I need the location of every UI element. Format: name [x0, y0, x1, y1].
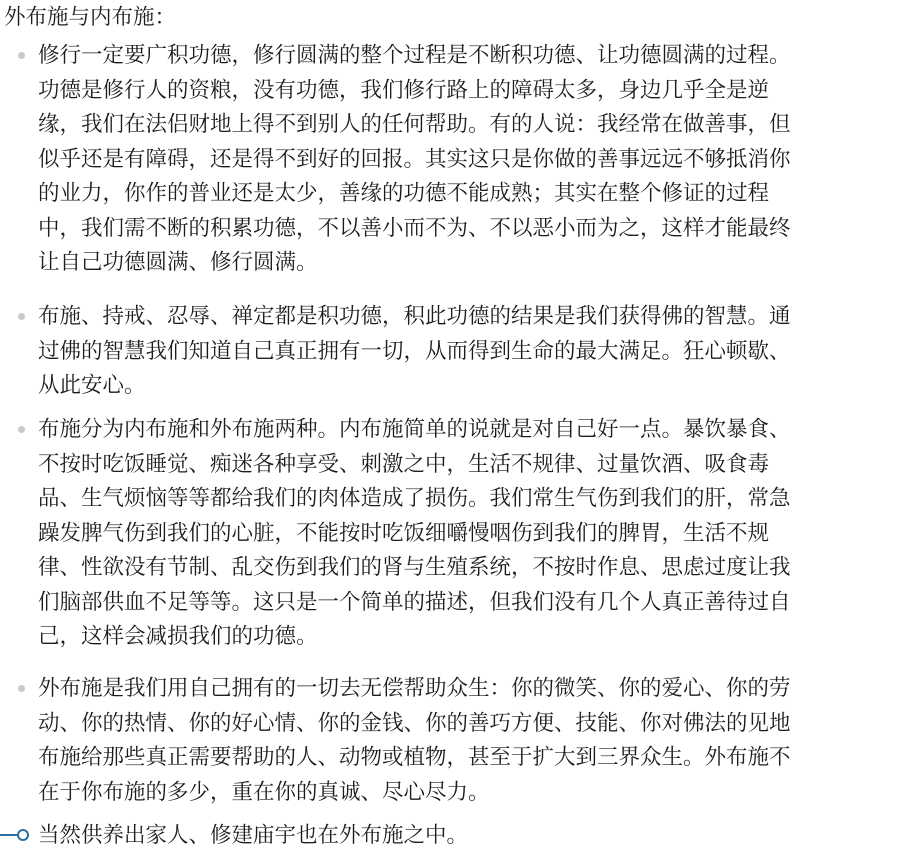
text-line: 在于你布施的多少，重在你的真诚、尽心尽力。: [38, 779, 490, 805]
list-item: [38, 39, 890, 281]
text-line: 外布施是我们用自己拥有的一切去无偿帮助众生：你的微笑、你的爱心、你的劳: [38, 676, 791, 701]
text-line: 动、你的热情、你的好心情、你的金钱、你的善巧方便、技能、你对佛法的见地: [38, 710, 791, 736]
list-item: [38, 672, 890, 810]
list-item: [38, 819, 890, 854]
text-line: 中，我们需不断的积累功德，不以善小而不为、不以恶小而为之，这样才能最终: [38, 215, 791, 241]
section-heading: 外布施与内布施：: [4, 5, 177, 30]
text-line: 修行一定要广积功德，修行圆满的整个过程是不断积功德、让功德圆满的过程。: [38, 43, 791, 68]
text-line: 己，这样会减损我们的功德。: [38, 624, 318, 649]
marker-circle-icon: [17, 829, 29, 841]
text-line: 品、生气烦恼等等都给我们的肉体造成了损伤。我们常生气伤到我们的肝，常急: [38, 486, 791, 511]
list-item: [38, 413, 890, 655]
text-line: 布施、持戒、忍辱、禅定都是积功德，积此功德的结果是我们获得佛的智慧。通: [38, 304, 791, 329]
text-line: 功德是修行人的资粮，没有功德，我们修行路上的障碍太多，身边几乎全是逆: [38, 77, 770, 103]
item-selection-marker[interactable]: [0, 826, 30, 846]
text-line: 躁发脾气伤到我们的心脏，不能按时吃饭细嚼慢咽伤到我们的脾胃，生活不规: [38, 520, 770, 546]
text-line: 们脑部供血不足等等。这只是一个简单的描述，但我们没有几个人真正善待过自: [38, 589, 791, 615]
text-line: 从此安心。: [38, 373, 146, 398]
text-line: 过佛的智慧我们知道自己真正拥有一切，从而得到生命的最大满足。狂心顿歇、: [38, 338, 791, 364]
bullet-icon: [18, 52, 25, 59]
text-line: 的业力，你作的普业还是太少，善缘的功德不能成熟；其实在整个修证的过程: [38, 181, 770, 206]
text-line: 布施给那些真正需要帮助的人、动物或植物，甚至于扩大到三界众生。外布施不: [38, 745, 791, 770]
bullet-icon: [18, 313, 25, 320]
text-line: 布施分为内布施和外布施两种。内布施简单的说就是对自己好一点。暴饮暴食、: [38, 417, 791, 442]
list-item: [38, 300, 890, 404]
text-line: 缘，我们在法侣财地上得不到别人的任何帮助。有的人说：我经常在做善事，但: [38, 112, 791, 137]
text-line: 律、性欲没有节制、乱交伤到我们的肾与生殖系统，不按时作息、思虑过度让我: [38, 555, 791, 580]
text-line: 当然供养出家人、修建庙宇也在外布施之中。: [38, 823, 469, 848]
text-line: 不按时吃饭睡觉、痴迷各种享受、刺激之中，生活不规律、过量饮酒、吸食毒: [38, 451, 770, 477]
bullet-icon: [18, 426, 25, 433]
text-line: 让自己功德圆满、修行圆满。: [38, 250, 318, 275]
bullet-icon: [18, 685, 25, 692]
text-line: 似乎还是有障碍，还是得不到好的回报。其实这只是你做的善事远远不够抵消你: [38, 146, 791, 172]
